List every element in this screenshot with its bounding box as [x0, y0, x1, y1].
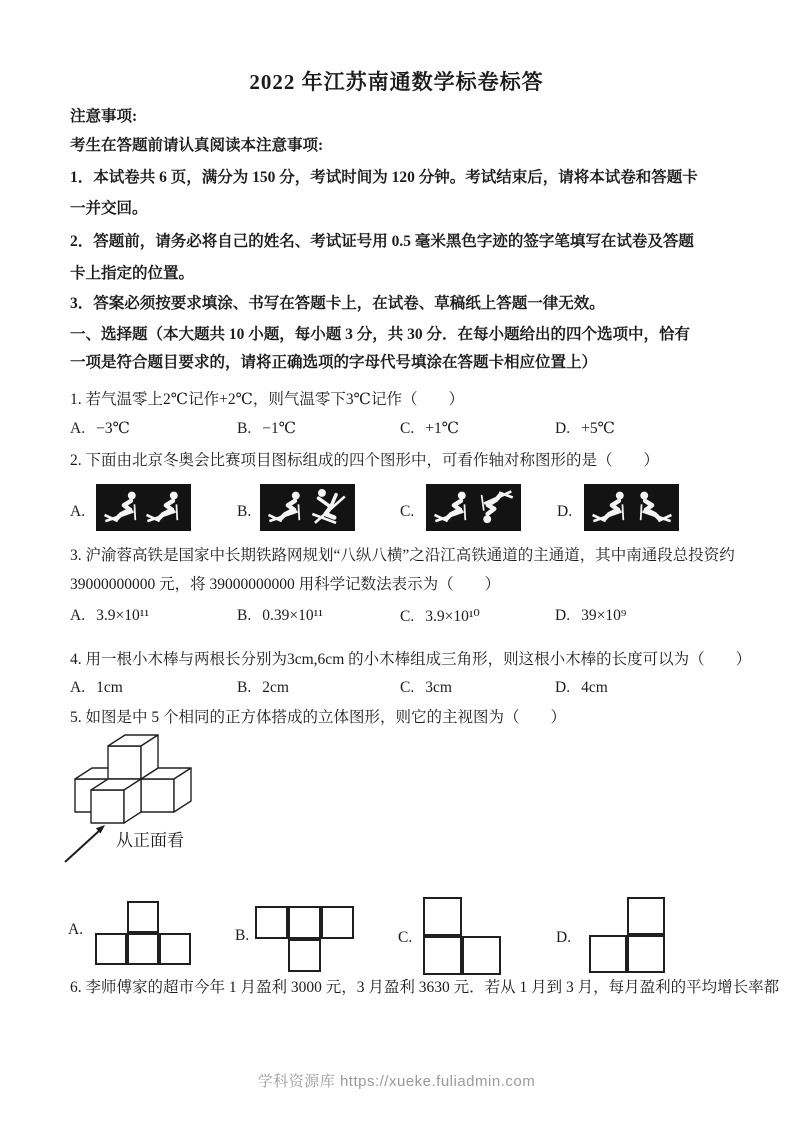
- q3-option-d: D. 39×10⁹: [555, 607, 627, 624]
- page-title: 2022 年江苏南通数学标卷标答: [249, 70, 544, 94]
- figure-square: [462, 936, 501, 975]
- question-4-text: 4. 用一根小木棒与两根长分别为3cm,6cm 的小木棒组成三角形，则这根小木棒的长度可以为（ ）: [70, 651, 752, 668]
- figure-square: [127, 933, 159, 965]
- question-4-options: [0, 679, 793, 701]
- question-3-options: [0, 607, 793, 629]
- figure-square: [423, 936, 462, 975]
- q4-option-d: D. 4cm: [555, 679, 608, 696]
- q1-option-d: D. +5℃: [555, 420, 615, 437]
- q5-figure-caption: 从正面看: [116, 831, 184, 850]
- q2-option-a-label: A.: [70, 503, 86, 520]
- question-5-text: 5. 如图是中 5 个相同的正方体搭成的立体图形，则它的主视图为（ ）: [70, 709, 567, 726]
- figure-square: [288, 906, 321, 939]
- figure-square: [589, 935, 627, 973]
- q5-option-b-label: B.: [235, 927, 250, 944]
- q2-option-d-label: D.: [557, 503, 573, 520]
- notice-item-1-line-2: 一并交回。: [70, 200, 148, 217]
- figure-square: [627, 897, 665, 935]
- q2-option-b-label: B.: [237, 503, 252, 520]
- question-3-text-line-2: 39000000000 元，将 39000000000 用科学记数法表示为（ ）: [70, 576, 501, 593]
- watermark-text: 学科资源库 https://xueke.fuliadmin.com: [257, 1073, 536, 1090]
- figure-square: [321, 906, 354, 939]
- notice-heading: 注意事项:: [70, 108, 138, 125]
- notice-item-1-line-1: 1．本试卷共 6 页，满分为 150 分，考试时间为 120 分钟。考试结束后，请将本试卷和答题卡: [70, 169, 698, 186]
- notice-intro: 考生在答题前请认真阅读本注意事项:: [70, 137, 324, 154]
- view-direction-arrow-icon: [65, 825, 105, 862]
- question-1-text: 1. 若气温零上2℃记作+2℃，则气温零下3℃记作（ ）: [70, 391, 465, 408]
- notice-item-2-line-2: 卡上指定的位置。: [70, 265, 195, 282]
- section-1-heading-line-1: 一、选择题（本大题共 10 小题，每小题 3 分，共 30 分．在每小题给出的四个选项中，恰有: [70, 326, 691, 343]
- q1-option-a: A. −3℃: [70, 420, 130, 437]
- question-1-options: [0, 419, 793, 441]
- q4-option-c: C. 3cm: [400, 679, 452, 696]
- q3-option-a: A. 3.9×10¹¹: [70, 607, 149, 624]
- q5-option-a-label: A.: [68, 921, 84, 938]
- q1-option-b: B. −1℃: [237, 420, 297, 437]
- q5-option-c-label: C.: [398, 929, 413, 946]
- question-6-text: 6. 李师傅家的超市今年 1 月盈利 3000 元，3 月盈利 3630 元．若从 1 月到 3 月，每月盈利的平均增长率都: [70, 979, 780, 996]
- q4-option-b: B. 2cm: [237, 679, 289, 696]
- notice-item-3: 3．答案必须按要求填涂、书写在答题卡上，在试卷、草稿纸上答题一律无效。: [70, 295, 605, 312]
- section-1-heading-line-2: 一项是符合题目要求的，请将正确选项的字母代号填涂在答题卡相应位置上）: [70, 354, 598, 371]
- q2-option-c-label: C.: [400, 503, 415, 520]
- figure-square: [127, 901, 159, 933]
- figure-square: [159, 933, 191, 965]
- q3-option-b: B. 0.39×10¹¹: [237, 607, 323, 624]
- q3-option-c: C. 3.9×10¹⁰: [400, 608, 480, 625]
- ski-pictogram-a-icon: [96, 484, 191, 531]
- figure-square: [255, 906, 288, 939]
- q5-option-d-label: D.: [556, 929, 572, 946]
- q1-option-c: C. +1℃: [400, 420, 460, 437]
- q4-option-a: A. 1cm: [70, 679, 123, 696]
- ski-pictogram-b-icon: [260, 484, 355, 531]
- ski-pictogram-c-icon: [426, 484, 521, 531]
- figure-square: [288, 939, 321, 972]
- question-3-text-line-1: 3. 沪渝蓉高铁是国家中长期铁路网规划“八纵八横”之沿江高铁通道的主通道，其中南通段总投资约: [70, 547, 735, 564]
- ski-pictogram-d-icon: [584, 484, 679, 531]
- notice-item-2-line-1: 2．答题前，请务必将自己的姓名、考试证号用 0.5 毫米黑色字迹的签字笔填写在试卷及答题: [70, 233, 694, 250]
- question-2-text: 2. 下面由北京冬奥会比赛项目图标组成的四个图形中，可看作轴对称图形的是（ ）: [70, 452, 660, 469]
- figure-square: [95, 933, 127, 965]
- figure-square: [627, 935, 665, 973]
- figure-square: [423, 897, 462, 936]
